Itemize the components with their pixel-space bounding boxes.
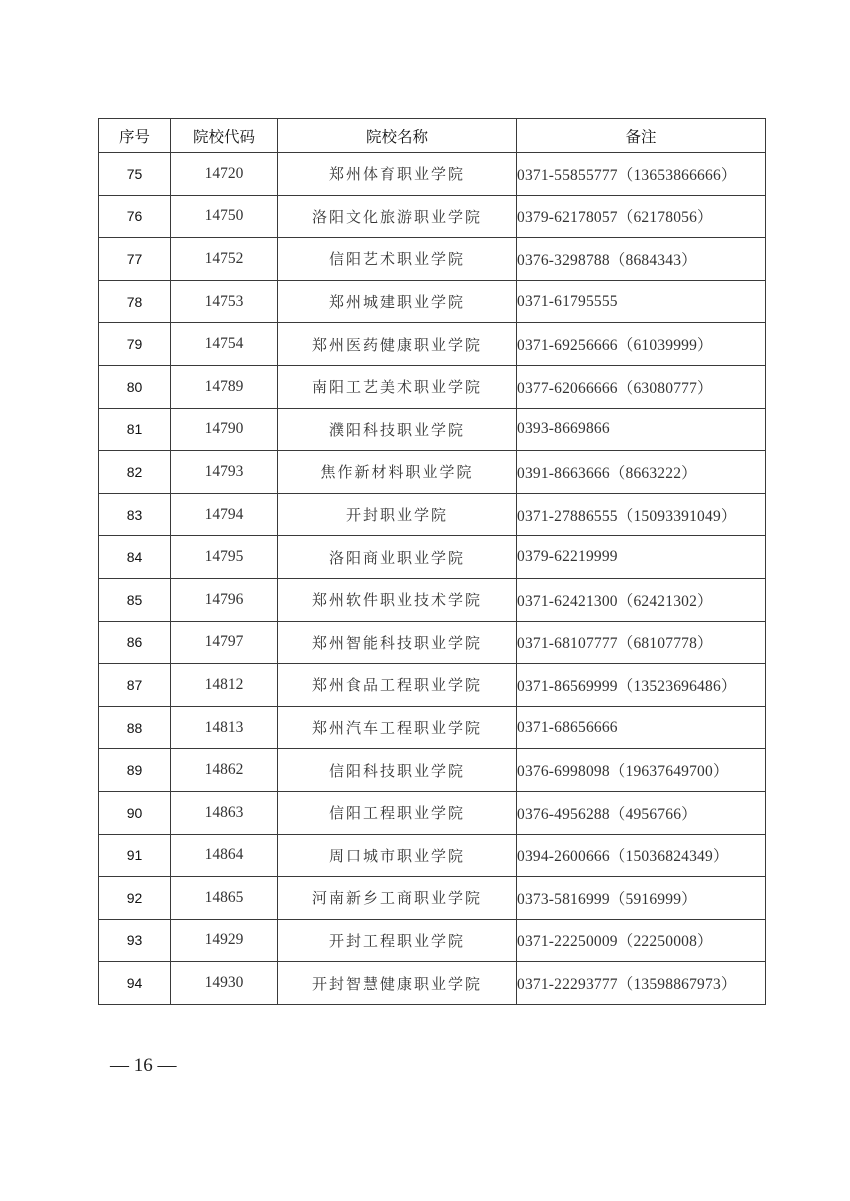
table-row xyxy=(99,962,766,1005)
cell-school-code: 14790 xyxy=(171,408,278,451)
cell-seq: 80 xyxy=(99,365,171,408)
cell-seq: 88 xyxy=(99,706,171,749)
cell-school-code: 14813 xyxy=(171,706,278,749)
table-row xyxy=(99,323,766,366)
table-row xyxy=(99,280,766,323)
table-body xyxy=(99,153,766,1005)
cell-school-code: 14930 xyxy=(171,962,278,1005)
cell-seq: 77 xyxy=(99,238,171,281)
table-row xyxy=(99,195,766,238)
cell-school-code: 14794 xyxy=(171,493,278,536)
cell-seq: 76 xyxy=(99,195,171,238)
cell-school-name: 开封工程职业学院 xyxy=(278,919,517,962)
table-row xyxy=(99,451,766,494)
cell-school-name: 郑州医药健康职业学院 xyxy=(278,323,517,366)
cell-seq: 89 xyxy=(99,749,171,792)
cell-note: 0379-62178057（62178056） xyxy=(517,195,766,238)
cell-school-name: 濮阳科技职业学院 xyxy=(278,408,517,451)
cell-seq: 86 xyxy=(99,621,171,664)
table-row xyxy=(99,493,766,536)
table-row xyxy=(99,365,766,408)
cell-school-name: 郑州食品工程职业学院 xyxy=(278,664,517,707)
cell-school-code: 14752 xyxy=(171,238,278,281)
cell-school-name: 周口城市职业学院 xyxy=(278,834,517,877)
cell-note: 0371-27886555（15093391049） xyxy=(517,493,766,536)
cell-note: 0377-62066666（63080777） xyxy=(517,365,766,408)
table-row xyxy=(99,791,766,834)
cell-seq: 78 xyxy=(99,280,171,323)
table-row xyxy=(99,664,766,707)
cell-school-name: 南阳工艺美术职业学院 xyxy=(278,365,517,408)
cell-note: 0371-68656666 xyxy=(517,706,766,749)
header-seq: 序号 xyxy=(99,119,171,153)
header-code: 院校代码 xyxy=(171,119,278,153)
cell-school-name: 郑州汽车工程职业学院 xyxy=(278,706,517,749)
cell-school-code: 14864 xyxy=(171,834,278,877)
cell-note: 0371-61795555 xyxy=(517,280,766,323)
cell-note: 0371-68107777（68107778） xyxy=(517,621,766,664)
cell-school-name: 焦作新材料职业学院 xyxy=(278,451,517,494)
cell-school-code: 14862 xyxy=(171,749,278,792)
cell-school-name: 河南新乡工商职业学院 xyxy=(278,877,517,920)
cell-school-code: 14929 xyxy=(171,919,278,962)
cell-note: 0379-62219999 xyxy=(517,536,766,579)
cell-school-code: 14720 xyxy=(171,153,278,196)
cell-school-name: 信阳艺术职业学院 xyxy=(278,238,517,281)
table-row xyxy=(99,749,766,792)
table-row xyxy=(99,153,766,196)
cell-note: 0376-6998098（19637649700） xyxy=(517,749,766,792)
cell-school-code: 14793 xyxy=(171,451,278,494)
cell-school-name: 开封智慧健康职业学院 xyxy=(278,962,517,1005)
cell-school-name: 洛阳文化旅游职业学院 xyxy=(278,195,517,238)
cell-note: 0371-22250009（22250008） xyxy=(517,919,766,962)
cell-note: 0371-69256666（61039999） xyxy=(517,323,766,366)
cell-note: 0371-62421300（62421302） xyxy=(517,578,766,621)
table-header xyxy=(99,119,766,153)
table-row xyxy=(99,578,766,621)
cell-seq: 75 xyxy=(99,153,171,196)
table-row xyxy=(99,408,766,451)
cell-school-code: 14812 xyxy=(171,664,278,707)
cell-school-name: 郑州软件职业技术学院 xyxy=(278,578,517,621)
cell-note: 0371-86569999（13523696486） xyxy=(517,664,766,707)
cell-school-code: 14795 xyxy=(171,536,278,579)
cell-school-name: 开封职业学院 xyxy=(278,493,517,536)
cell-seq: 91 xyxy=(99,834,171,877)
cell-seq: 83 xyxy=(99,493,171,536)
cell-school-name: 郑州体育职业学院 xyxy=(278,153,517,196)
cell-school-name: 郑州城建职业学院 xyxy=(278,280,517,323)
cell-note: 0393-8669866 xyxy=(517,408,766,451)
header-name: 院校名称 xyxy=(278,119,517,153)
cell-school-name: 信阳科技职业学院 xyxy=(278,749,517,792)
header-row xyxy=(99,119,766,153)
cell-seq: 85 xyxy=(99,578,171,621)
cell-note: 0376-3298788（8684343） xyxy=(517,238,766,281)
table-row xyxy=(99,706,766,749)
cell-seq: 81 xyxy=(99,408,171,451)
cell-note: 0394-2600666（15036824349） xyxy=(517,834,766,877)
cell-seq: 93 xyxy=(99,919,171,962)
cell-seq: 82 xyxy=(99,451,171,494)
cell-school-name: 郑州智能科技职业学院 xyxy=(278,621,517,664)
cell-seq: 90 xyxy=(99,791,171,834)
school-contact-table xyxy=(98,118,766,1005)
header-note: 备注 xyxy=(517,119,766,153)
page-number: — 16 — xyxy=(110,1055,177,1076)
cell-seq: 87 xyxy=(99,664,171,707)
cell-school-code: 14865 xyxy=(171,877,278,920)
cell-note: 0376-4956288（4956766） xyxy=(517,791,766,834)
cell-school-code: 14750 xyxy=(171,195,278,238)
cell-school-code: 14797 xyxy=(171,621,278,664)
cell-school-code: 14754 xyxy=(171,323,278,366)
table-row xyxy=(99,834,766,877)
cell-note: 0371-22293777（13598867973） xyxy=(517,962,766,1005)
table-row xyxy=(99,919,766,962)
table-row xyxy=(99,238,766,281)
cell-school-code: 14753 xyxy=(171,280,278,323)
table-row xyxy=(99,536,766,579)
cell-school-code: 14789 xyxy=(171,365,278,408)
cell-note: 0371-55855777（13653866666） xyxy=(517,153,766,196)
cell-school-name: 信阳工程职业学院 xyxy=(278,791,517,834)
cell-seq: 94 xyxy=(99,962,171,1005)
table-row xyxy=(99,877,766,920)
table-row xyxy=(99,621,766,664)
cell-seq: 92 xyxy=(99,877,171,920)
cell-school-code: 14796 xyxy=(171,578,278,621)
cell-note: 0373-5816999（5916999） xyxy=(517,877,766,920)
cell-note: 0391-8663666（8663222） xyxy=(517,451,766,494)
cell-seq: 84 xyxy=(99,536,171,579)
cell-school-name: 洛阳商业职业学院 xyxy=(278,536,517,579)
cell-seq: 79 xyxy=(99,323,171,366)
cell-school-code: 14863 xyxy=(171,791,278,834)
